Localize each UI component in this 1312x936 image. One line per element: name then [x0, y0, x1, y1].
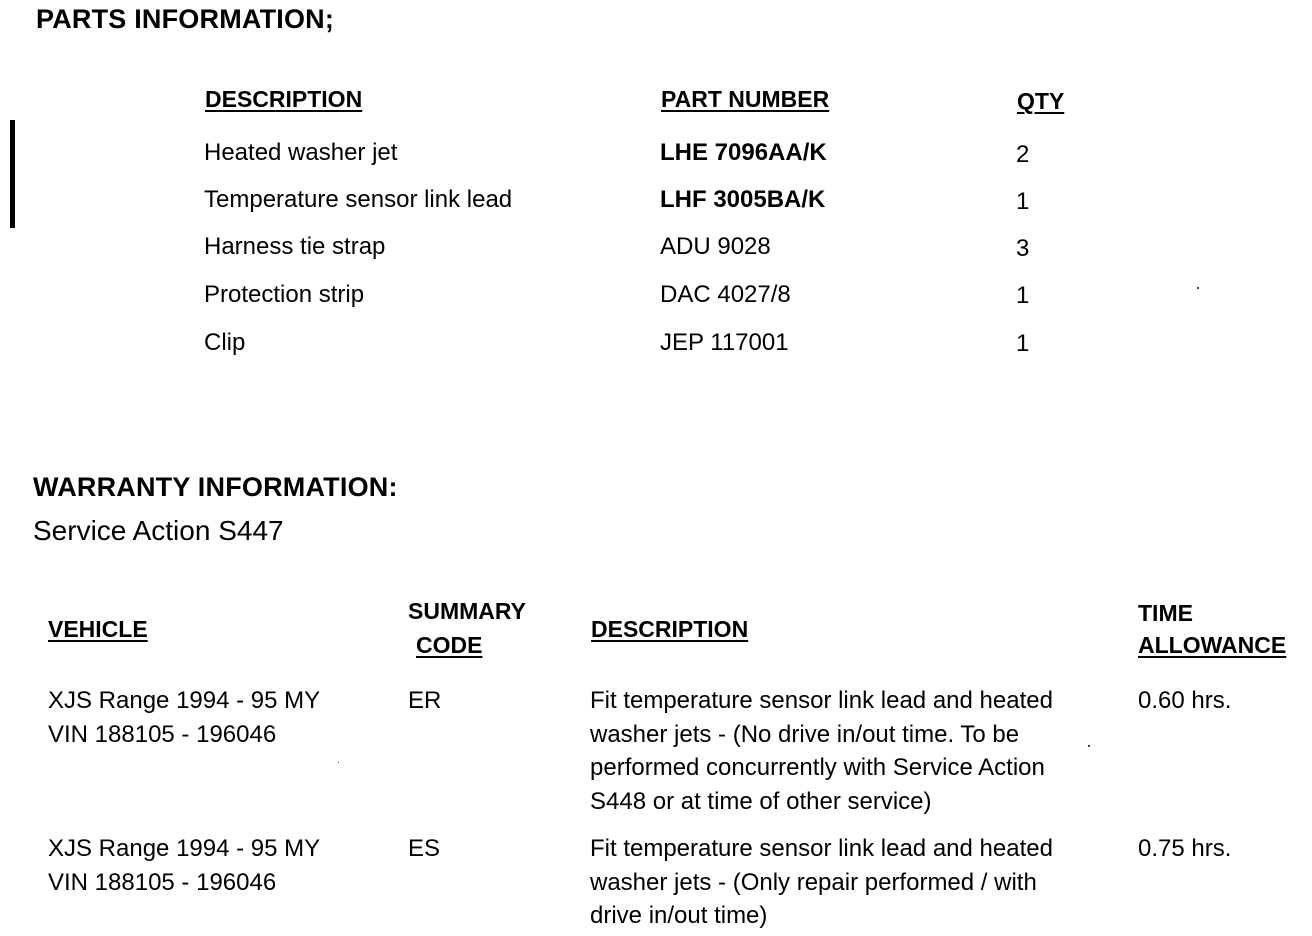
parts-heading: PARTS INFORMATION;: [36, 4, 335, 34]
warranty-row-description-line: performed concurrently with Service Action: [590, 754, 1045, 781]
parts-row-description: Harness tie strap: [204, 233, 386, 260]
warranty-row-description: [590, 684, 1053, 818]
warranty-row-time: 0.60 hrs.: [1138, 687, 1232, 714]
warranty-row-vehicle: [48, 832, 320, 899]
parts-row-description: Temperature sensor link lead: [204, 186, 513, 213]
service-action-label: Service Action S447: [33, 515, 284, 546]
warranty-row-description-line: washer jets - (No drive in/out time. To be: [590, 720, 1020, 748]
parts-row-description: Clip: [204, 329, 246, 356]
parts-row-qty: 1: [1016, 330, 1030, 357]
parts-col-qty: QTY: [1017, 88, 1065, 114]
warranty-row-description-line: Fit temperature sensor link lead and heated: [590, 687, 1053, 714]
warranty-row-description: [590, 832, 1053, 933]
parts-row-qty: 1: [1016, 282, 1030, 309]
warranty-row-vehicle-line: VIN 188105 - 196046: [48, 720, 277, 748]
warranty-row-code: ER: [408, 687, 442, 714]
warranty-col-time-line2: ALLOWANCE: [1138, 632, 1287, 658]
warranty-row-description-line: S448 or at time of other service): [590, 787, 932, 815]
parts-col-description: DESCRIPTION: [205, 86, 363, 112]
warranty-row-vehicle-line: XJS Range 1994 - 95 MY: [48, 687, 321, 714]
parts-row-description: Heated washer jet: [204, 139, 398, 166]
warranty-row-vehicle-line: VIN 188105 - 196046: [48, 868, 277, 896]
parts-col-part-number: PART NUMBER: [661, 86, 830, 112]
scan-speck: [1088, 745, 1090, 747]
parts-row-qty: 2: [1016, 141, 1030, 168]
parts-row-part-number: LHE 7096AA/K: [660, 139, 827, 166]
warranty-col-description: DESCRIPTION: [591, 616, 749, 642]
warranty-row-description-line: Fit temperature sensor link lead and heated: [590, 835, 1053, 862]
warranty-col-summary-line1: SUMMARY: [408, 598, 526, 624]
parts-row-part-number: ADU 9028: [660, 233, 771, 260]
scan-speck: [1197, 287, 1199, 289]
warranty-row-time: 0.75 hrs.: [1138, 835, 1232, 862]
parts-row-description: Protection strip: [204, 281, 365, 308]
parts-row-part-number: JEP 117001: [660, 329, 789, 356]
parts-row-part-number: LHF 3005BA/K: [660, 186, 826, 213]
warranty-col-vehicle: VEHICLE: [48, 616, 148, 642]
warranty-col-time-line1: TIME: [1138, 600, 1193, 626]
warranty-row-vehicle: [48, 684, 320, 751]
parts-row-part-number: DAC 4027/8: [660, 281, 791, 308]
warranty-col-summary-line2: CODE: [416, 632, 483, 658]
warranty-row-description-line: drive in/out time): [590, 902, 768, 929]
warranty-heading: WARRANTY INFORMATION:: [33, 472, 398, 502]
warranty-row-description-line: washer jets - (Only repair performed / with: [590, 868, 1037, 896]
parts-row-qty: 1: [1016, 188, 1030, 215]
parts-row-qty: 3: [1016, 235, 1030, 262]
warranty-row-vehicle-line: XJS Range 1994 - 95 MY: [48, 835, 321, 862]
warranty-row-code: ES: [408, 835, 441, 862]
revision-change-bar: [10, 120, 15, 228]
scan-speck: [338, 762, 339, 763]
